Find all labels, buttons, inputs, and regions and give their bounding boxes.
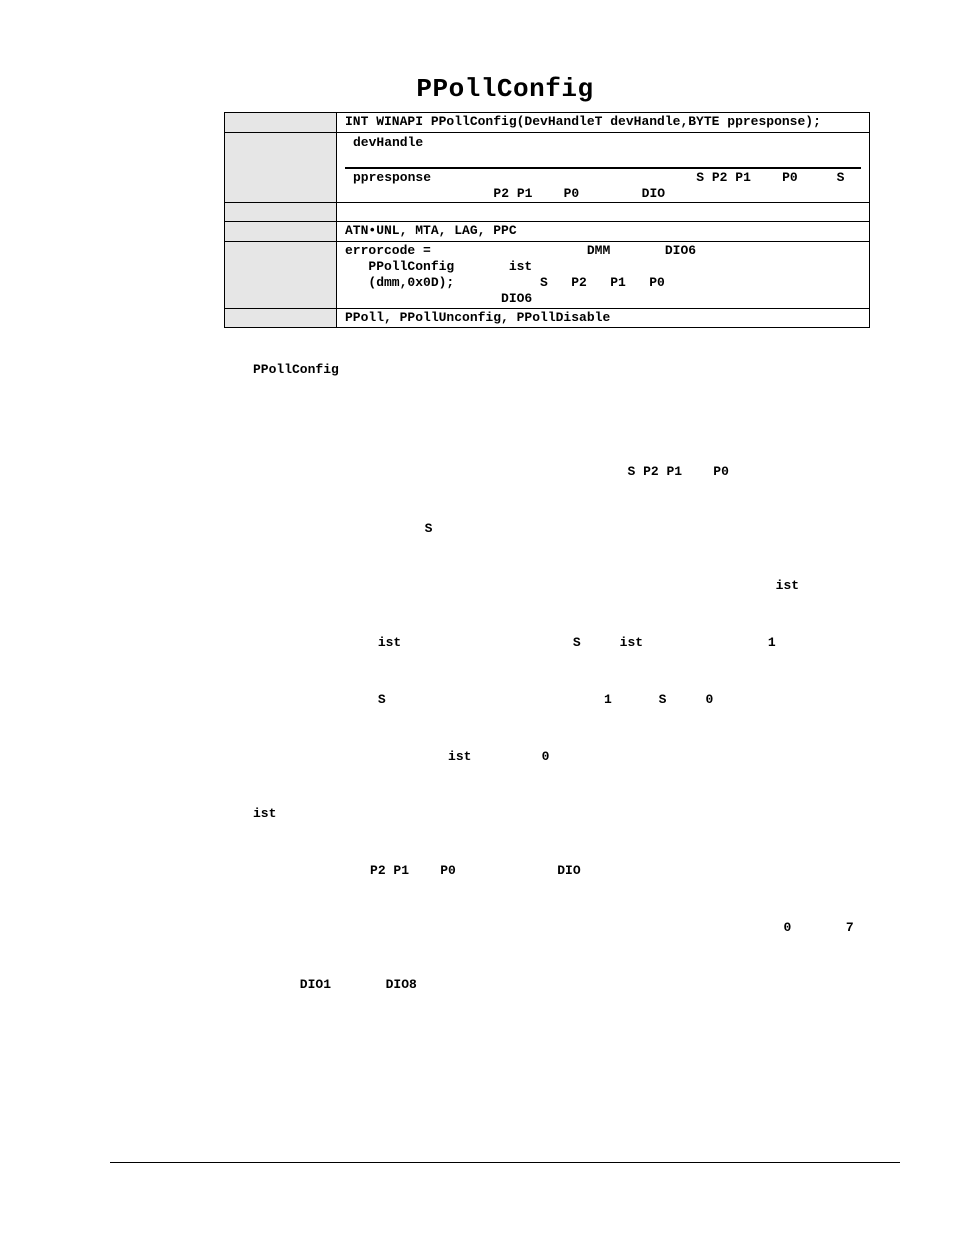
intro-paragraph: PPollConfig [253, 362, 339, 377]
param-ppresponse [345, 167, 861, 201]
description-line: 0 7 [253, 920, 854, 935]
description-line: S 1 S 0 [253, 692, 714, 707]
bus-states-label-cell [225, 222, 337, 242]
description-line: ist [253, 578, 800, 593]
description-paragraph [253, 424, 854, 1013]
bus-states-value: ATN•UNL, MTA, LAG, PPC [337, 222, 870, 242]
description-line: ist [253, 806, 277, 821]
description-line: ist S ist 1 [253, 635, 776, 650]
see-also-label-cell [225, 309, 337, 328]
description-line: P2 P1 P0 DIO [253, 863, 581, 878]
example-line: DIO6 [345, 291, 533, 306]
bus-states-row [225, 222, 870, 242]
description-line: ist 0 [253, 749, 550, 764]
param-ppresponse-line2: P2 P1 P0 DIO [353, 186, 666, 201]
returns-row [225, 203, 870, 222]
example-line: PPollConfig ist [345, 259, 533, 274]
see-also-row [225, 309, 870, 328]
description-line: S P2 P1 P0 [253, 464, 729, 479]
description-line: S [253, 521, 433, 536]
syntax-label-cell [225, 113, 337, 133]
parameters-label-cell [225, 133, 337, 203]
parameters-row [225, 133, 870, 203]
returns-value [337, 203, 870, 222]
see-also-value: PPoll, PPollUnconfig, PPollDisable [337, 309, 870, 328]
example-row [225, 242, 870, 309]
returns-label-cell [225, 203, 337, 222]
example-label-cell [225, 242, 337, 309]
example-line: errorcode = DMM DIO6 [345, 243, 697, 258]
function-reference-table [224, 112, 870, 328]
param-devhandle: devHandle [353, 135, 424, 150]
footer-rule [110, 1162, 900, 1163]
syntax-row [225, 113, 870, 133]
description-line: DIO1 DIO8 [253, 977, 417, 992]
example-line: (dmm,0x0D); S P2 P1 P0 [345, 275, 665, 290]
page-title: PPollConfig [416, 74, 594, 104]
syntax-value: INT WINAPI PPollConfig(DevHandleT devHandle,BYTE ppresponse); [337, 113, 870, 133]
param-ppresponse-line1: ppresponse S P2 P1 P0 S [353, 170, 845, 185]
